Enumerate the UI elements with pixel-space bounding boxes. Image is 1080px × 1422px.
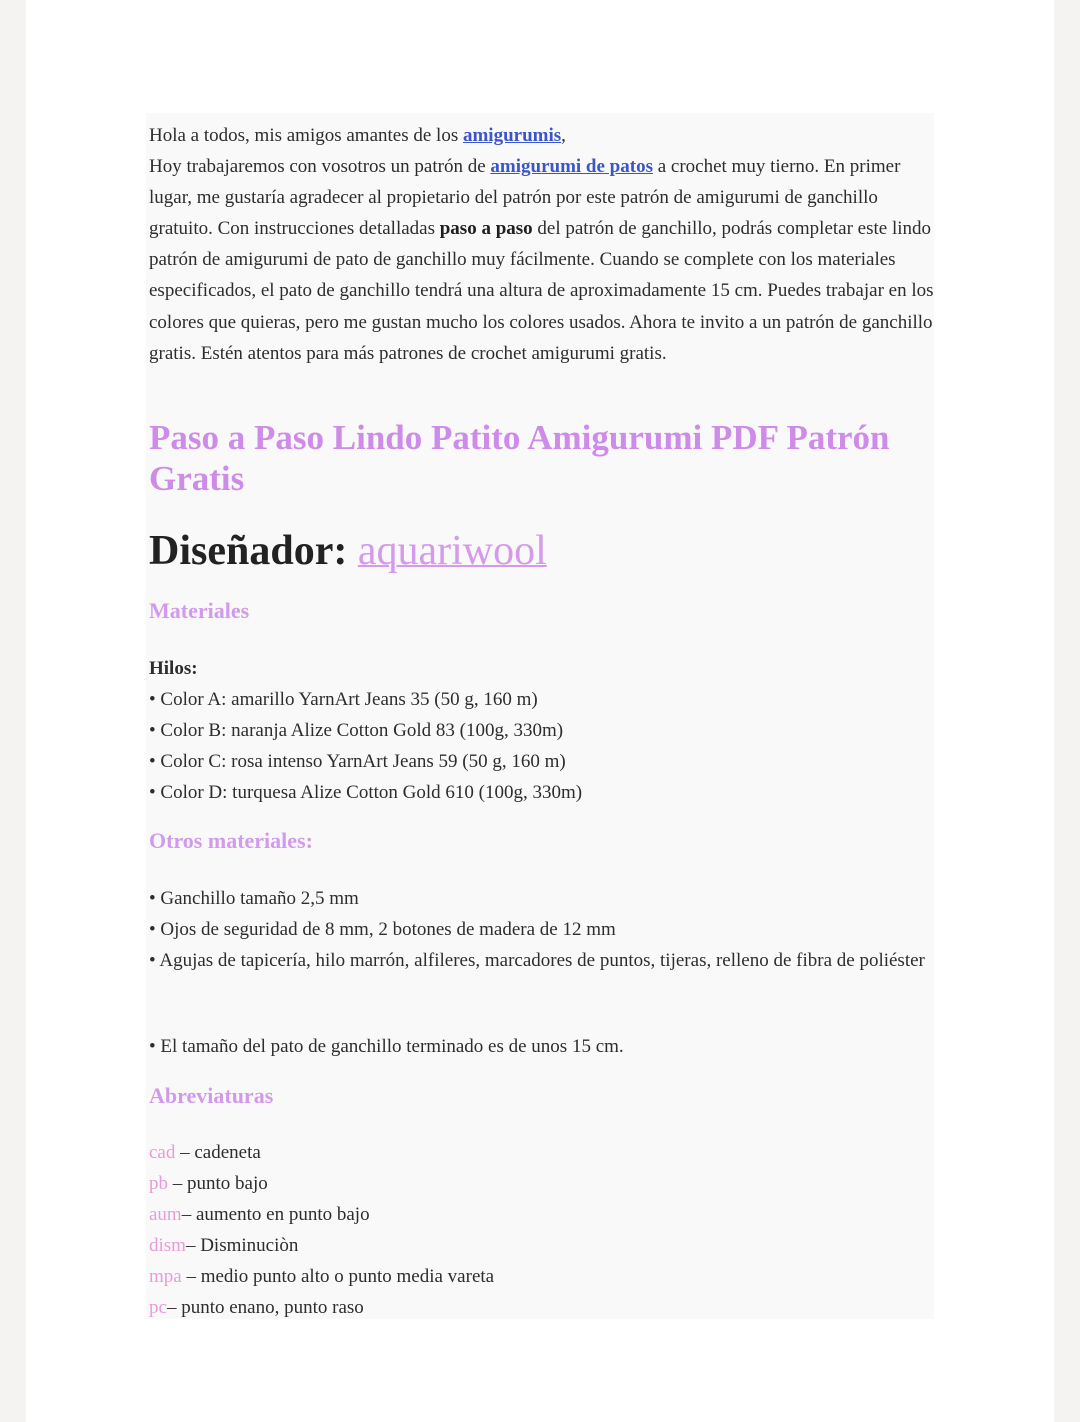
other-item: • Agujas de tapicería, hilo marrón, alfileres, marcadores de puntos, tijeras, relleno de fibra de poliéster bbox=[149, 950, 925, 971]
abbreviation-code: pc bbox=[149, 1297, 167, 1318]
designer-heading bbox=[149, 523, 547, 579]
yarn-item: • Color D: turquesa Alize Cotton Gold 610 (100g, 330m) bbox=[149, 782, 583, 803]
other-item: • Ganchillo tamaño 2,5 mm bbox=[149, 888, 359, 909]
paso-a-paso-bold: paso a paso bbox=[439, 218, 533, 240]
yarn-list bbox=[149, 653, 929, 808]
intro-text bbox=[149, 120, 939, 369]
abbreviation-meaning: – punto bajo bbox=[168, 1173, 268, 1194]
pattern-title: Paso a Paso Lindo Patito Amigurumi PDF Patrón Gratis bbox=[149, 418, 890, 498]
yarn-item: • Color A: amarillo YarnArt Jeans 35 (50 g, 160 m) bbox=[149, 689, 538, 710]
other-item: • Ojos de seguridad de 8 mm, 2 botones de madera de 12 mm bbox=[149, 919, 616, 940]
designer-label: Diseñador: bbox=[149, 528, 358, 574]
abbreviation-meaning: – cadeneta bbox=[175, 1142, 261, 1163]
other-materials-heading: Otros materiales: bbox=[149, 828, 313, 853]
abbreviation-meaning: – punto enano, punto raso bbox=[166, 1297, 364, 1318]
abbreviation-meaning: – aumento en punto bajo bbox=[181, 1204, 370, 1225]
abbreviation-meaning: – medio punto alto o punto media vareta bbox=[181, 1266, 495, 1287]
intro-paragraph-end: del patrón de ganchillo, podrás completar este lindo patrón de amigurumi de pato de ganchillo muy fácilmente. Cuando se complete con los materiales especificados, el pato de ganchillo tendrá una altura de aproximadamente 15 cm. Puedes trabajar en los colores que quieras, pero me gustan mucho los colores usados. Ahora te invito a un patrón de ganchillo gratis. Estén atentos para más patrones de crochet amigurumi gratis. bbox=[149, 218, 934, 364]
amigurumis-link[interactable]: amigurumis bbox=[462, 125, 562, 146]
greeting-text: Hola a todos, mis amigos amantes de los bbox=[149, 125, 463, 146]
page bbox=[26, 0, 1054, 1422]
abbreviation-code: aum bbox=[149, 1204, 182, 1225]
yarn-item: • Color C: rosa intenso YarnArt Jeans 59 (50 g, 160 m) bbox=[149, 751, 566, 772]
yarn-item: • Color B: naranja Alize Cotton Gold 83 (100g, 330m) bbox=[149, 720, 564, 741]
article-body bbox=[146, 113, 934, 1319]
size-note: • El tamaño del pato de ganchillo terminado es de unos 15 cm. bbox=[149, 1036, 624, 1057]
abbreviation-meaning: – Disminuciòn bbox=[185, 1235, 299, 1256]
abbreviation-item bbox=[149, 1230, 929, 1261]
abbreviation-item bbox=[149, 1137, 929, 1168]
abbreviations-list bbox=[149, 1137, 929, 1323]
intro-paragraph-mid: a crochet muy tierno. En primer lugar, me gustaría agradecer al propietario del patrón por este patrón de amigurumi de ganchillo gratuito. Con instrucciones detalladas bbox=[149, 156, 901, 240]
amigurumi-patos-link[interactable]: amigurumi de patos bbox=[490, 156, 653, 178]
intro-paragraph-start: Hoy trabajaremos con vosotros un patrón de bbox=[149, 156, 491, 178]
materials-heading: Materiales bbox=[149, 598, 250, 623]
abbreviation-item bbox=[149, 1261, 929, 1292]
abbreviation-item bbox=[149, 1168, 929, 1199]
other-materials-list bbox=[149, 883, 929, 976]
greeting-comma: , bbox=[561, 125, 566, 146]
abbreviation-code: mpa bbox=[149, 1266, 182, 1287]
abbreviations-heading: Abreviaturas bbox=[149, 1083, 274, 1108]
abbreviation-item bbox=[149, 1199, 929, 1230]
abbreviation-code: pb bbox=[149, 1173, 168, 1194]
designer-link[interactable]: aquariwool bbox=[357, 528, 547, 574]
abbreviation-item bbox=[149, 1292, 929, 1323]
yarn-label: Hilos: bbox=[149, 658, 198, 679]
abbreviation-code: dism bbox=[149, 1235, 186, 1256]
abbreviation-code: cad bbox=[149, 1142, 176, 1163]
